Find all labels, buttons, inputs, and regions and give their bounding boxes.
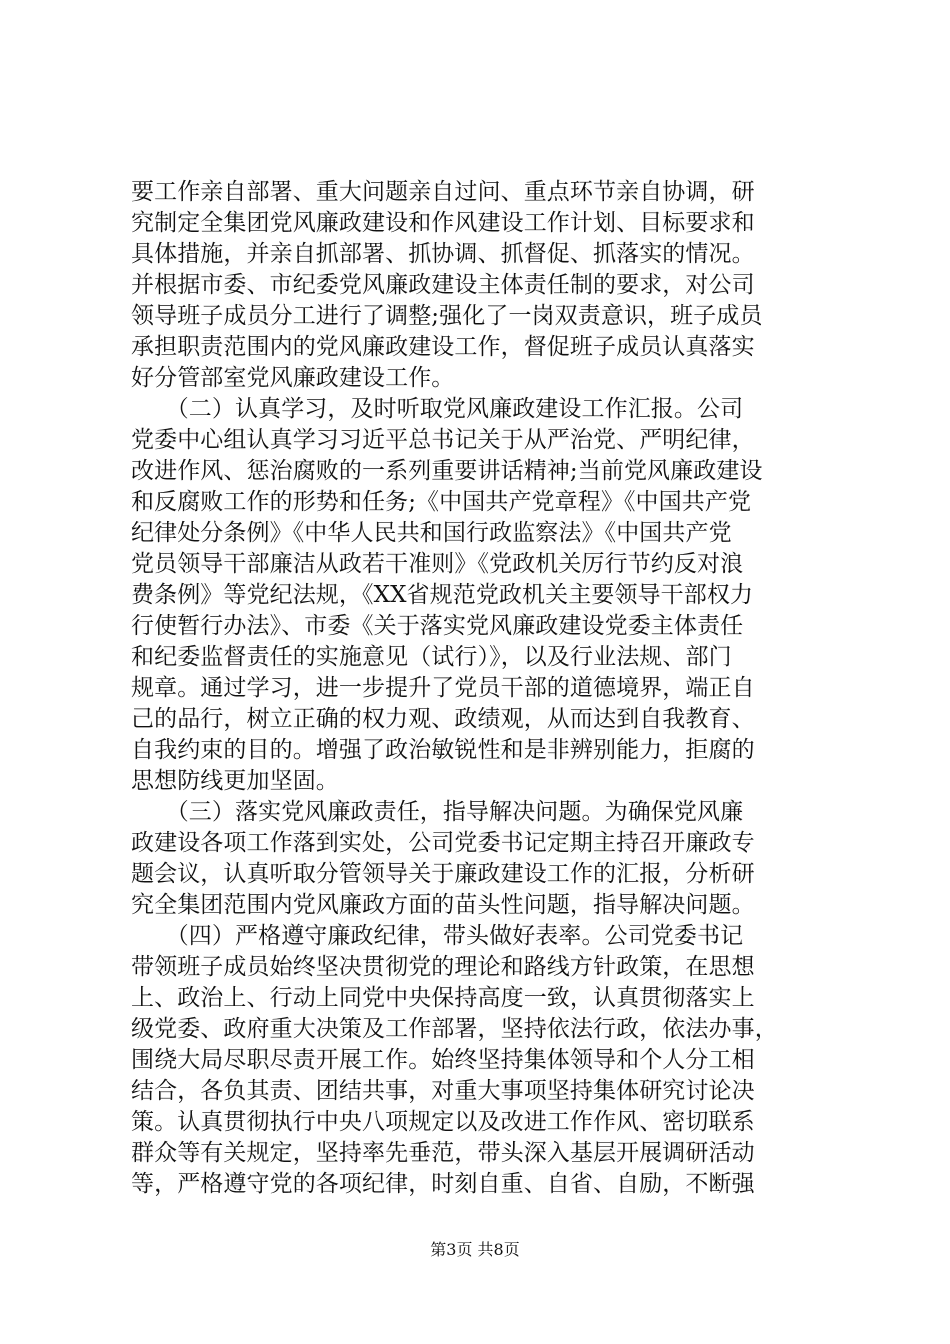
text-line: 要工作亲自部署、重大问题亲自过问、重点环节亲自协调，研 (131, 179, 755, 205)
text-line: 级党委、政府重大决策及工作部署，坚持依法行政，依法办事， (131, 1016, 778, 1042)
text-line: 自我约束的目的。增强了政治敏锐性和是非辨别能力，拒腐的 (131, 737, 755, 763)
text-line: 改进作风、惩治腐败的一系列重要讲话精神;当前党风廉政建设 (131, 458, 763, 484)
text-line: 领导班子成员分工进行了调整;强化了一岗双责意识，班子成员 (131, 303, 763, 329)
text-line: 好分管部室党风廉政建设工作。 (131, 365, 455, 391)
text-line: 并根据市委、市纪委党风廉政建设主体责任制的要求，对公司 (131, 272, 755, 298)
text-line: 具体措施，并亲自抓部署、抓协调、抓督促、抓落实的情况。 (131, 241, 755, 267)
text-line: 题会议，认真听取分管领导关于廉政建设工作的汇报，分析研 (131, 861, 755, 887)
text-line: 和反腐败工作的形势和任务;《中国共产党章程》《中国共产党 (131, 489, 752, 515)
text-line: 思想防线更加坚固。 (131, 768, 339, 794)
text-line: 承担职责范围内的党风廉政建设工作，督促班子成员认真落实 (131, 334, 755, 360)
text-line: 围绕大局尽职尽责开展工作。始终坚持集体领导和个人分工相 (131, 1047, 755, 1073)
text-line: 党委中心组认真学习习近平总书记关于从严治党、严明纪律， (131, 427, 755, 453)
text-line: 带领班子成员始终坚决贯彻党的理论和路线方针政策，在思想 (131, 954, 755, 980)
text-line: 规章。通过学习，进一步提升了党员干部的道德境界，端正自 (131, 675, 755, 701)
text-line: 己的品行，树立正确的权力观、政绩观，从而达到自我教育、 (131, 706, 755, 732)
text-line: 群众等有关规定，坚持率先垂范，带头深入基层开展调研活动 (131, 1140, 755, 1166)
text-line: 费条例》等党纪法规，《XX省规范党政机关主要领导干部权力 (131, 582, 754, 608)
section-heading-line: （二）认真学习，及时听取党风廉政建设工作汇报。公司 (131, 396, 744, 422)
section-heading-line: （四）严格遵守廉政纪律，带头做好表率。公司党委书记 (131, 923, 744, 949)
text-line: 党员领导干部廉洁从政若干准则》《党政机关厉行节约反对浪 (131, 551, 744, 577)
text-line: 等，严格遵守党的各项纪律，时刻自重、自省、自励，不断强 (131, 1171, 755, 1197)
text-line: 上、政治上、行动上同党中央保持高度一致，认真贯彻落实上 (131, 985, 755, 1011)
section-heading-line: （三）落实党风廉政责任，指导解决问题。为确保党风廉 (131, 799, 744, 825)
text-line: 和纪委监督责任的实施意见（试行）》，以及行业法规、部门 (131, 644, 732, 670)
text-line: 行使暂行办法》、市委《关于落实党风廉政建设党委主体责任 (131, 613, 744, 639)
text-line: 结合，各负其责、团结共事，对重大事项坚持集体研究讨论决 (131, 1078, 755, 1104)
page-number-footer: 第3页 共8页 (430, 1240, 520, 1259)
text-line: 究全集团范围内党风廉政方面的苗头性问题，指导解决问题。 (131, 892, 755, 918)
text-line: 究制定全集团党风廉政建设和作风建设工作计划、目标要求和 (131, 210, 755, 236)
text-line: 政建设各项工作落到实处，公司党委书记定期主持召开廉政专 (131, 830, 755, 856)
text-line: 策。认真贯彻执行中央八项规定以及改进工作作风、密切联系 (131, 1109, 755, 1135)
text-line: 纪律处分条例》《中华人民共和国行政监察法》《中国共产党 (131, 520, 732, 546)
